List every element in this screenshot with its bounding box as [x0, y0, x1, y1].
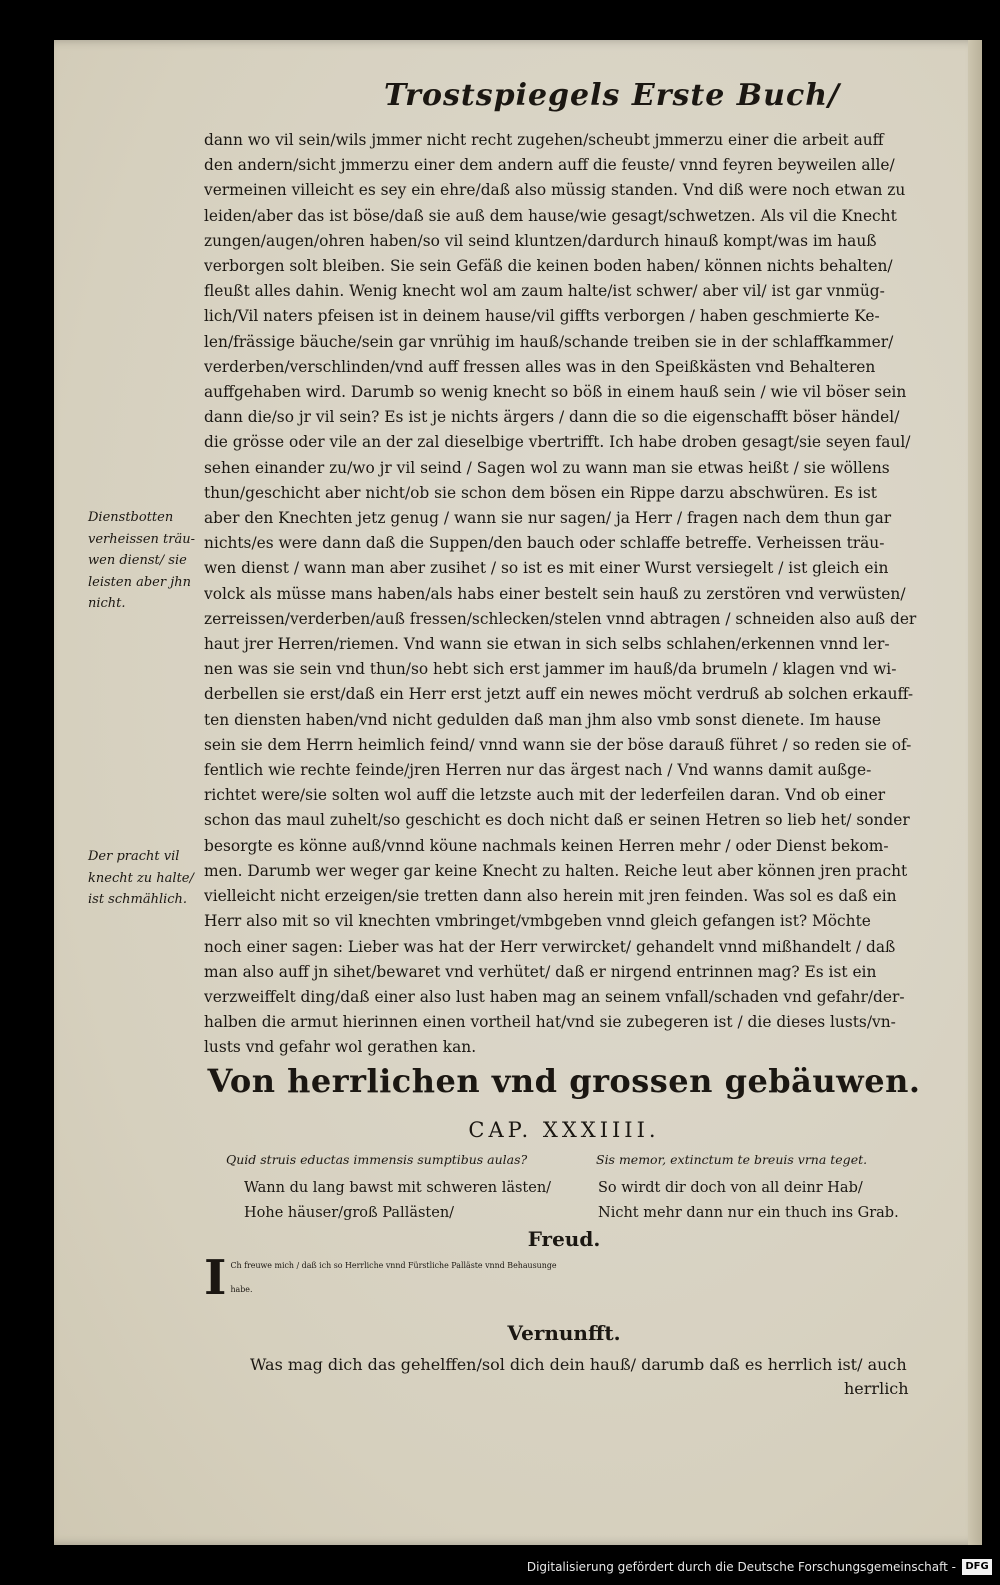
speech-line: Ch freuwe mich / daß ich so Herrliche vnnd Fürstliche Palläste vnnd Behausunge — [230, 1261, 557, 1270]
body-line: len/frässige bäuche/sein gar vnrühig im hauß/schande treiben sie in der schlaffkammer/ — [204, 332, 894, 351]
speaker-reason: Vernunfft. — [507, 1321, 621, 1345]
body-line: lich/Vil naters pfeisen ist in deinem hause/vil giffts verborgen / haben geschmierte Ke- — [204, 307, 880, 326]
body-line: wen dienst / wann man aber zusihet / so ist es mit einer Wurst versiegelt / ist gleich ein — [204, 559, 889, 578]
body-line: richtet were/sie solten wol auff die letzste auch mit der lederfeilen daran. Vnd ob einer — [204, 786, 886, 805]
verse-line: Wann du lang bawst mit schweren lästen/ — [244, 1180, 552, 1196]
body-line: besorgte es könne auß/vnnd köune nachmals keinen Herren mehr / oder Dienst bekom- — [204, 836, 889, 855]
german-verse-right — [598, 1176, 899, 1226]
joy-speech — [204, 1250, 934, 1306]
margin-note-pomp — [88, 846, 204, 911]
body-line: lusts vnd gefahr wol gerathen kan. — [204, 1038, 477, 1057]
catchword: herrlich — [844, 1379, 909, 1398]
verse-line: So wirdt dir doch von all deinr Hab/ — [598, 1180, 863, 1196]
margin-note-line: nicht. — [88, 596, 126, 611]
speech-line: habe. — [230, 1285, 253, 1294]
body-line: verborgen solt bleiben. Sie sein Gefäß die keinen boden haben/ können nichts behalten/ — [204, 257, 893, 276]
speech-line: Was mag dich das gehelffen/sol dich dein hauß/ darumb daß es herrlich ist/ auch — [250, 1355, 907, 1374]
body-line: halben die armut hierinnen einen vortheil hat/vnd sie zubegeren ist / die dieses lusts/vn- — [204, 1013, 896, 1032]
body-line: den andern/sicht jmmerzu einer dem andern auff die feuste/ vnnd feyren beyweilen alle/ — [204, 156, 895, 175]
margin-note-line: verheissen träu- — [88, 531, 195, 547]
body-line: haut jrer Herren/riemen. Vnd wann sie etwan in sich selbs schlahen/erkennen vnnd ler- — [204, 635, 890, 654]
body-line: zerreissen/verderben/auß fressen/schlecken/stelen vnnd abtragen / schneiden also auß der — [204, 609, 917, 628]
body-line: vermeinen villeicht es sey ein ehre/daß also müssig standen. Vnd diß were noch etwan zu — [204, 181, 906, 200]
body-line: ten diensten haben/vnd nicht gedulden daß man jhm also vmb sonst dienete. Im hause — [204, 710, 881, 729]
margin-note-line: ist schmählich. — [88, 892, 188, 907]
latin-verse-right: Sis memor, extinctum te breuis vrna teget. — [596, 1152, 868, 1167]
body-line: volck als müsse mans haben/als habs einer bestelt sein hauß zu zerstören vnd verwüsten/ — [204, 584, 906, 603]
body-line: nichts/es were dann daß die Suppen/den bauch oder schlaffe betreffe. Verheissen träu- — [204, 534, 885, 553]
body-line: thun/geschicht aber nicht/ob sie schon dem bösen ein Rippe darzu abschwüren. Es ist — [204, 483, 877, 502]
body-line: fentlich wie rechte feinde/jren Herren nur das ärgest nach / Vnd wanns damit außge- — [204, 761, 872, 780]
margin-note-line: Dienstbotten — [88, 510, 174, 525]
funding-credit: Digitalisierung gefördert durch die Deutsche Forschungsgemeinschaft - — [526, 1560, 956, 1574]
reason-speech — [250, 1351, 950, 1379]
body-line: derbellen sie erst/daß ein Herr erst jetzt auff ein newes möcht verdruß ab solchen erkauff- — [204, 685, 914, 704]
body-line: sein sie dem Herrn heimlich feind/ vnnd wann sie der böse darauß führet / so reden sie of- — [204, 735, 912, 754]
body-line: dann die/so jr vil sein? Es ist je nichts ärgers / dann die so die eigenschafft böser händel/ — [204, 408, 900, 427]
body-line: verzweiffelt ding/daß einer also lust haben mag an seinem vnfall/schaden vnd gefahr/der- — [204, 987, 905, 1006]
running-head: Trostspiegels Erste Buch/ — [384, 78, 841, 113]
digitization-footer — [0, 1556, 1000, 1585]
body-line: fleußt alles dahin. Wenig knecht wol am zaum halte/ist schwer/ aber vil/ ist gar vnmüg- — [204, 282, 885, 301]
book-page — [54, 40, 982, 1545]
body-line: noch einer sagen: Lieber was hat der Herr verwircket/ gehandelt vnnd mißhandelt / daß — [204, 937, 896, 956]
body-line: vielleicht nicht erzeigen/sie tretten dann also herein mit jren feinden. Was sol es daß ein — [204, 887, 897, 906]
margin-note-servants — [88, 507, 204, 615]
margin-note-line: leisten aber jhn — [88, 574, 191, 590]
body-line: man also auff jn sihet/bewaret vnd verhütet/ daß er nirgend entrinnen mag? Es ist ein — [204, 962, 877, 981]
body-line: auffgehaben wird. Darumb so wenig knecht so böß in einem hauß sein / wie vil böser sein — [204, 383, 907, 402]
body-line: Herr also mit so vil knechten vmbringet/vmbgeben vnnd gleich gefangen ist? Möchte — [204, 912, 871, 931]
verse-line: Nicht mehr dann nur ein thuch ins Grab. — [598, 1205, 899, 1221]
body-text — [204, 128, 934, 1061]
body-line: men. Darumb wer weger gar keine Knecht zu halten. Reiche leut aber können jren pracht — [204, 861, 908, 880]
body-line: zungen/augen/ohren haben/so vil seind kluntzen/dardurch hinauß kompt/was im hauß — [204, 231, 877, 250]
body-line: sehen einander zu/wo jr vil seind / Sagen wol zu wann man sie etwas heißt / sie wöllens — [204, 458, 890, 477]
drop-cap: I — [204, 1250, 227, 1306]
body-line: aber den Knechten jetz genug / wann sie nur sagen/ ja Herr / fragen nach dem thun gar — [204, 509, 892, 528]
latin-verse-left: Quid struis eductas immensis sumptibus aulas? — [226, 1152, 528, 1167]
margin-note-line: Der pracht vil — [88, 849, 180, 864]
speaker-joy: Freud. — [527, 1227, 601, 1251]
dfg-logo: DFG — [962, 1559, 992, 1575]
chapter-number: CAP. XXXIIII. — [468, 1118, 660, 1142]
body-line: nen was sie sein vnd thun/so hebt sich erst jammer im hauß/da brumeln / klagen vnd wi- — [204, 660, 897, 679]
body-line: dann wo vil sein/wils jmmer nicht recht zugehen/scheubt jmmerzu einer die arbeit auff — [204, 131, 884, 149]
chapter-heading: Von herrlichen vnd grossen gebäuwen. — [207, 1062, 921, 1100]
verse-line: Hohe häuser/groß Pallästen/ — [244, 1205, 455, 1221]
body-line: die grösse oder vile an der zal dieselbige vbertrifft. Ich habe droben gesagt/sie seyen faul/ — [204, 433, 911, 452]
page-edge — [968, 40, 982, 1545]
body-line: verderben/verschlinden/vnd auff fressen alles was in den Speißkästen vnd Behalteren — [204, 357, 876, 376]
margin-note-line: knecht zu halte/ — [88, 870, 194, 886]
german-verse-left — [244, 1176, 551, 1226]
body-line: leiden/aber das ist böse/daß sie auß dem hause/wie gesagt/schwetzen. Als vil die Knecht — [204, 206, 897, 225]
body-line: schon das maul zuhelt/so geschicht es doch nicht daß er seinen Hetren so lieb het/ sonder — [204, 811, 910, 830]
margin-note-line: wen dienst/ sie — [88, 553, 187, 568]
